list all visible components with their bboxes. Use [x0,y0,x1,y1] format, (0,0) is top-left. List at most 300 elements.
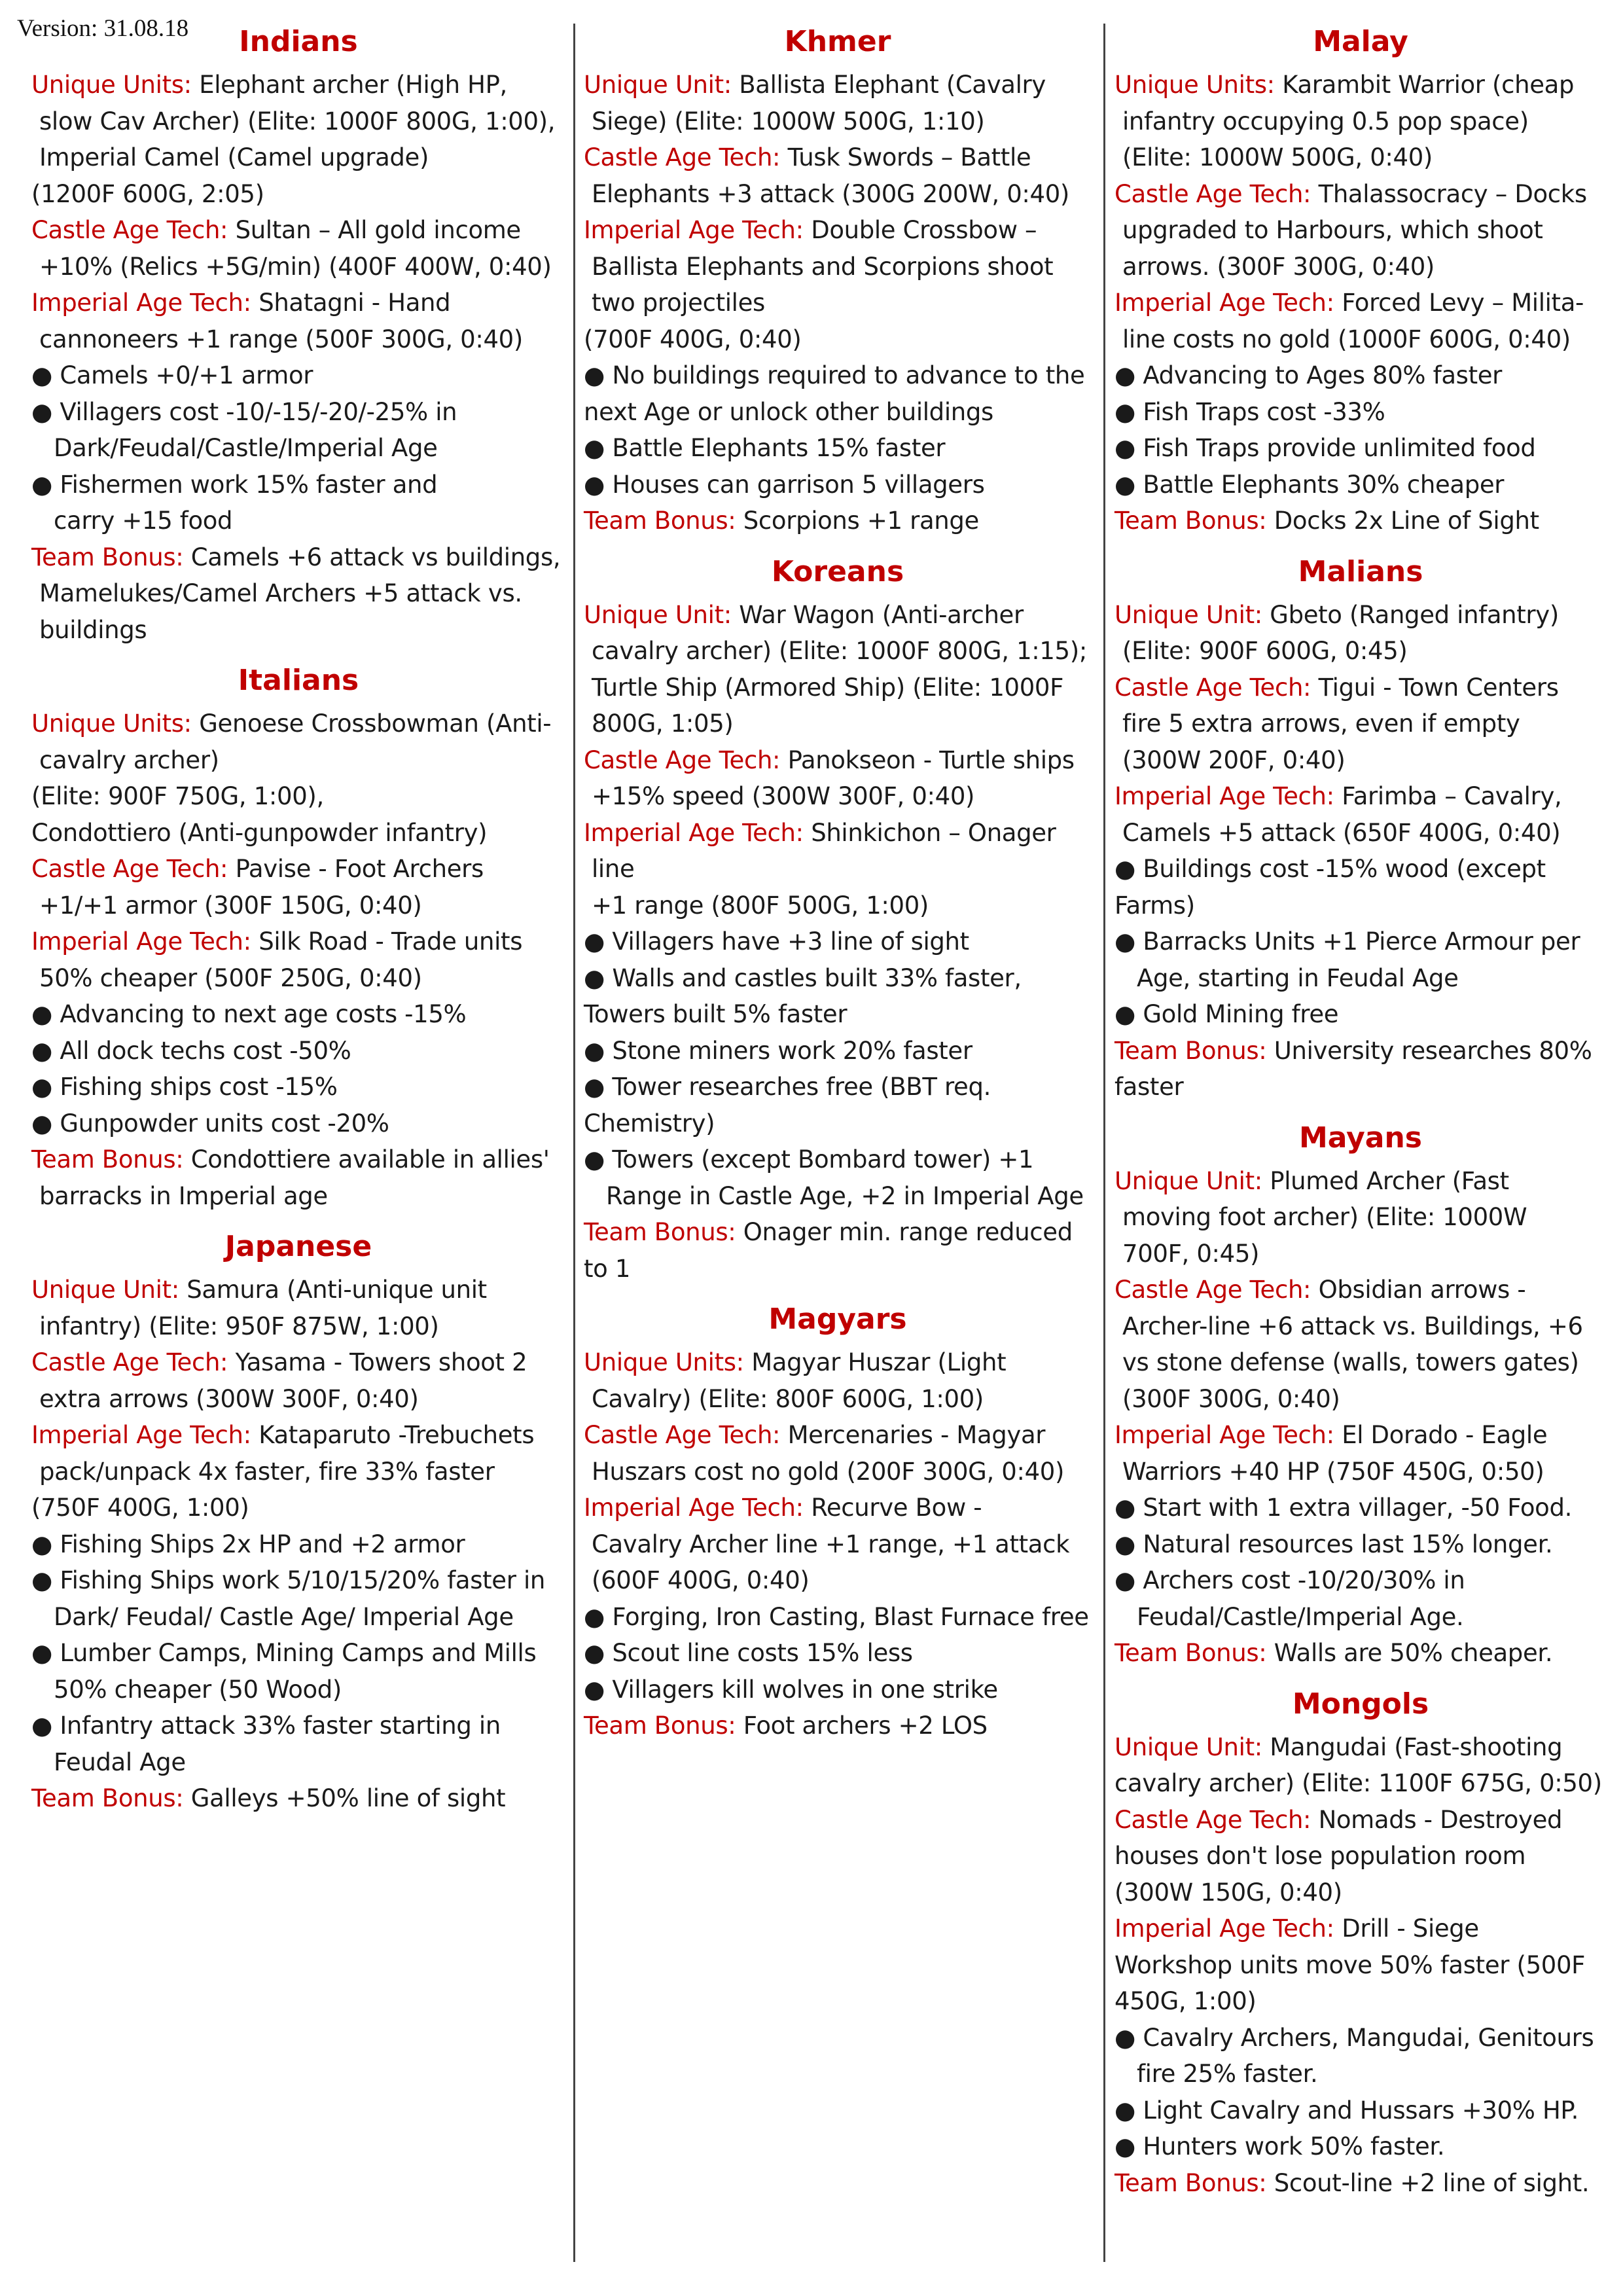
text-line [1115,1599,1607,1636]
category-label: Team Bonus: [31,1145,184,1174]
line-text: faster [1115,1073,1184,1101]
category-label: Unique Units: [31,709,192,738]
text-line [1115,1069,1607,1105]
text-line [584,321,1092,358]
line-text: Camels +6 attack vs buildings, [183,543,561,571]
text-line [1115,2020,1607,2056]
text-line [584,1214,1092,1251]
line-text: ● Advancing to next age costs -15% [31,1000,467,1028]
line-text: Magyar Huszar (Light [743,1348,1007,1376]
line-text: 700F, 0:45) [1122,1239,1260,1268]
category-label: Unique Unit: [1115,1166,1262,1195]
text-line [584,1417,1092,1454]
category-label: Team Bonus: [584,1712,736,1740]
text-line [31,924,565,960]
line-text: Siege) (Elite: 1000W 500G, 1:10) [592,107,985,135]
text-line [1115,888,1607,924]
line-text: Age, starting in Feudal Age [1137,963,1459,992]
civ-title: Malay [1313,25,1408,58]
line-text: Elephant archer (High HP, [191,71,507,99]
line-text: 50% cheaper (50 Wood) [54,1675,342,1704]
version-label: Version: 31.08.18 [17,15,189,42]
text-line [1115,67,1607,103]
text-line [1115,2128,1607,2165]
line-text: ● Scout line costs 15% less [584,1639,913,1667]
line-text: ● No buildings required to advance to the [584,361,1085,389]
civ-section-koreans [584,554,1092,1287]
text-line [31,1635,565,1672]
category-label: Imperial Age Tech: [1115,1421,1334,1449]
text-line [584,430,1092,467]
text-line [1115,2165,1607,2202]
line-text: Shatagni - Hand [251,289,451,317]
text-line [1115,467,1607,503]
line-text: ● Villagers kill wolves in one strike [584,1675,998,1704]
category-label: Team Bonus: [1115,507,1267,535]
line-text: ● Infantry attack 33% faster starting in [31,1712,501,1740]
text-line [1115,1635,1607,1672]
text-line [1115,996,1607,1033]
text-line [31,851,565,888]
category-label: Imperial Age Tech: [31,289,251,317]
category-label: Castle Age Tech: [31,216,228,244]
text-line [1115,1490,1607,1526]
line-text: Huszars cost no gold (200F 300G, 0:40) [592,1457,1065,1486]
text-line [1115,742,1607,779]
category-label: Castle Age Tech: [584,1421,781,1449]
line-text: El Dorado - Eagle [1334,1421,1548,1449]
line-text: Forced Levy – Milita- [1334,289,1584,317]
text-line [584,1672,1092,1708]
text-line [31,430,565,467]
text-line [584,1069,1092,1105]
civ-section-malay [1115,24,1607,539]
text-line [31,1069,565,1105]
text-line [1115,139,1607,176]
text-line [31,815,565,852]
category-label: Imperial Age Tech: [584,818,804,847]
category-label: Castle Age Tech: [31,855,228,883]
text-line [1115,249,1607,285]
text-line [584,670,1092,706]
line-text: Feudal Age [54,1748,186,1776]
text-line [31,321,565,358]
text-line [31,1417,565,1454]
category-label: Unique Unit: [1115,600,1262,629]
line-text: ● Forging, Iron Casting, Blast Furnace free [584,1602,1089,1631]
column-divider [1103,24,1105,2262]
column-middle [584,24,1092,1744]
line-text: Galleys +50% line of sight [183,1784,506,1812]
line-text: Farms) [1115,891,1195,920]
category-label: Imperial Age Tech: [584,1494,804,1522]
line-text: Genoese Crossbowman (Anti- [191,709,552,738]
text-line [1115,212,1607,249]
text-line [584,1381,1092,1418]
line-text: fire 5 extra arrows, even if empty [1122,709,1520,738]
text-line [31,1562,565,1599]
line-text: Tusk Swords – Battle [780,143,1031,171]
text-line [31,1381,565,1418]
line-text: ● Fishing ships cost -15% [31,1073,338,1101]
text-line [31,285,565,321]
line-text: Panokseon - Turtle ships [780,745,1075,774]
category-label: Imperial Age Tech: [1115,289,1334,317]
line-text: Workshop units move 50% faster (500F [1115,1950,1586,1979]
text-line [584,924,1092,960]
category-label: Unique Unit: [584,71,732,99]
text-line [584,1454,1092,1490]
category-label: Imperial Age Tech: [584,216,804,244]
civ-title: Magyars [768,1302,907,1336]
text-line [31,1672,565,1708]
line-text: extra arrows (300W 300F, 0:40) [39,1384,419,1413]
text-line [584,103,1092,140]
line-text: Karambit Warrior (cheap [1274,71,1575,99]
line-text: (Elite: 900F 750G, 1:00), [31,782,324,810]
line-text: cannoneers +1 range (500F 300G, 0:40) [39,325,523,353]
line-text: ● Advancing to Ages 80% faster [1115,361,1502,389]
category-label: Imperial Age Tech: [31,927,251,956]
text-line [1115,285,1607,321]
line-text: Foot archers +2 LOS [736,1712,988,1740]
text-line [31,888,565,924]
civ-title: Italians [238,664,359,697]
line-text: ● Villagers have +3 line of sight [584,927,969,956]
text-line [584,778,1092,815]
line-text: ● Camels +0/+1 armor [31,361,313,389]
text-line [1115,1526,1607,1563]
text-line [31,1780,565,1817]
category-label: Castle Age Tech: [584,143,781,171]
line-text: moving foot archer) (Elite: 1000W [1122,1203,1527,1231]
text-line [584,1490,1092,1526]
line-text: (300W 150G, 0:40) [1115,1878,1342,1907]
civ-section-italians [31,662,565,1214]
text-line [31,67,565,103]
column-right [1115,24,1607,2201]
column-left [31,24,565,1817]
text-line [1115,1947,1607,1984]
text-line [31,612,565,649]
category-label: Unique Unit: [584,600,732,629]
text-line [1115,430,1607,467]
line-text: Cavalry Archer line +1 range, +1 attack [592,1530,1070,1558]
line-text: barracks in Imperial age [39,1181,328,1210]
line-text: pack/unpack 4x faster, fire 33% faster [39,1457,495,1486]
line-text: ● Fish Traps provide unlimited food [1115,434,1536,462]
line-text: (300W 200F, 0:40) [1122,745,1346,774]
text-line [1115,1163,1607,1200]
civ-section-indians [31,24,565,648]
text-line [31,503,565,539]
line-text: 450G, 1:00) [1115,1987,1257,2015]
category-label: Castle Age Tech: [584,745,781,774]
category-label: Imperial Age Tech: [31,1421,251,1449]
text-line [584,1599,1092,1636]
category-label: Team Bonus: [584,507,736,535]
line-text: Double Crossbow – [803,216,1037,244]
text-line [1115,2056,1607,2092]
civ-title: Mayans [1298,1121,1422,1155]
line-text: Yasama - Towers shoot 2 [228,1348,527,1376]
text-line [31,357,565,394]
line-text: Kataparuto -Trebuchets [251,1421,535,1449]
line-text: next Age or unlock other buildings [584,397,993,426]
line-text: two projectiles [592,289,765,317]
line-text: Feudal/Castle/Imperial Age. [1137,1602,1464,1631]
line-text: ● Walls and castles built 33% faster, [584,963,1022,992]
line-text: Gbeto (Ranged infantry) [1262,600,1559,629]
text-line [31,1454,565,1490]
text-line [1115,851,1607,888]
text-line [1115,176,1607,213]
text-line [1115,1236,1607,1272]
line-text: Samura (Anti-unique unit [179,1276,487,1304]
text-line [584,212,1092,249]
text-line [1115,103,1607,140]
line-text: Scout-line +2 line of sight. [1266,2168,1590,2197]
civ-title: Japanese [224,1230,372,1263]
column-divider [573,24,575,2262]
text-line [31,1105,565,1142]
line-text: Onager min. range reduced [736,1218,1073,1246]
civ-title: Khmer [784,25,891,58]
line-text: line costs no gold (1000F 600G, 0:40) [1122,325,1571,353]
category-label: Unique Unit: [1115,1732,1262,1761]
text-line [31,1708,565,1744]
text-line [31,467,565,503]
text-line [31,139,565,176]
text-line [584,1708,1092,1744]
category-label: Castle Age Tech: [1115,1805,1311,1834]
text-line [1115,1983,1607,2020]
line-text: ● Cavalry Archers, Mangudai, Genitours [1115,2023,1594,2052]
text-line [584,1251,1092,1287]
text-line [31,1490,565,1526]
civ-title: Indians [239,25,358,58]
text-line [584,597,1092,634]
civ-title: Koreans [771,554,904,588]
text-line [1115,1381,1607,1418]
text-line [1115,815,1607,852]
line-text: Dark/ Feudal/ Castle Age/ Imperial Age [54,1602,514,1631]
text-line [584,888,1092,924]
line-text: Recurve Bow - [803,1494,982,1522]
text-line [584,394,1092,431]
line-text: ● Hunters work 50% faster. [1115,2132,1445,2161]
line-text: to 1 [584,1254,631,1283]
category-label: Team Bonus: [584,1218,736,1246]
line-text: (600F 400G, 0:40) [592,1566,810,1594]
text-line [1115,924,1607,960]
line-text: Turtle Ship (Armored Ship) (Elite: 1000F [592,673,1064,702]
text-line [31,706,565,742]
text-line [584,1344,1092,1381]
line-text: (Elite: 900F 600G, 0:45) [1122,637,1408,665]
line-text: War Wagon (Anti-archer [731,600,1024,629]
text-line [1115,1765,1607,1802]
text-line [584,960,1092,997]
line-text: 800G, 1:05) [592,709,734,738]
civ-section-malians [1115,554,1607,1105]
line-text: cavalry archer) (Elite: 1000F 800G, 1:15); [592,637,1087,665]
line-text: Archer-line +6 attack vs. Buildings, +6 [1122,1312,1583,1340]
text-line [584,139,1092,176]
civ-section-mongols [1115,1686,1607,2202]
text-line [584,285,1092,321]
civ-section-japanese [31,1229,565,1817]
line-text: Obsidian arrows - [1311,1276,1526,1304]
line-text: slow Cav Archer) (Elite: 1000F 800G, 1:00), [39,107,556,135]
civ-section-khmer [584,24,1092,539]
text-line [1115,597,1607,634]
line-text: ● Gold Mining free [1115,1000,1339,1028]
line-text: ● Fishing Ships 2x HP and +2 armor [31,1530,465,1558]
text-line [1115,1910,1607,1947]
line-text: Pavise - Foot Archers [228,855,484,883]
line-text: Condottiero (Anti-gunpowder infantry) [31,818,488,847]
text-line [31,742,565,779]
text-line [31,1744,565,1781]
text-line [31,249,565,285]
text-line [1115,1033,1607,1069]
text-line [1115,706,1607,742]
text-line [31,575,565,612]
line-text: ● Start with 1 extra villager, -50 Food. [1115,1494,1572,1522]
text-line [31,103,565,140]
text-line [584,1635,1092,1672]
line-text: +15% speed (300W 300F, 0:40) [592,782,975,810]
line-text: Ballista Elephants and Scorpions shoot [592,252,1054,281]
line-text: Plumed Archer (Fast [1262,1166,1509,1195]
text-line [584,467,1092,503]
text-line [1115,1838,1607,1874]
line-text: Chemistry) [584,1109,715,1138]
line-text: Cavalry) (Elite: 800F 600G, 1:00) [592,1384,984,1413]
text-line [1115,2092,1607,2129]
text-line [1115,670,1607,706]
line-text: fire 25% faster. [1137,2060,1318,2088]
line-text: ● Fishing Ships work 5/10/15/20% faster in [31,1566,546,1594]
line-text: +1 range (800F 500G, 1:00) [592,891,929,920]
category-label: Unique Units: [584,1348,744,1376]
line-text: Nomads - Destroyed [1311,1805,1563,1834]
line-text: Mangudai (Fast-shooting [1262,1732,1563,1761]
text-line [31,778,565,815]
line-text: (700F 400G, 0:40) [584,325,802,353]
text-line [584,503,1092,539]
line-text: ● Barracks Units +1 Pierce Armour per [1115,927,1580,956]
line-text: Warriors +40 HP (750F 450G, 0:50) [1122,1457,1544,1486]
text-line [31,1308,565,1345]
category-label: Team Bonus: [31,543,184,571]
line-text: (1200F 600G, 2:05) [31,179,264,208]
category-label: Team Bonus: [31,1784,184,1812]
line-text: Camels +5 attack (650F 400G, 0:40) [1122,818,1561,847]
text-line [584,249,1092,285]
text-line [1115,1344,1607,1381]
category-label: Castle Age Tech: [1115,1276,1311,1304]
text-line [584,1141,1092,1178]
text-line [31,539,565,576]
category-label: Castle Age Tech: [31,1348,228,1376]
line-text: Walls are 50% cheaper. [1266,1639,1553,1667]
text-line [31,212,565,249]
line-text: upgraded to Harbours, which shoot [1122,216,1543,244]
line-text: Shinkichon – Onager [803,818,1056,847]
line-text: ● Stone miners work 20% faster [584,1036,972,1065]
line-text: Mamelukes/Camel Archers +5 attack vs. [39,579,522,607]
line-text: Mercenaries - Magyar [780,1421,1046,1449]
line-text: ● Buildings cost -15% wood (except [1115,855,1546,883]
line-text: cavalry archer) (Elite: 1100F 675G, 0:50) [1115,1769,1602,1797]
line-text: ● Tower researches free (BBT req. [584,1073,991,1101]
line-text: (Elite: 1000W 500G, 0:40) [1122,143,1433,171]
text-line [584,1105,1092,1142]
text-line [1115,633,1607,670]
text-line [1115,1454,1607,1490]
category-label: Imperial Age Tech: [1115,1914,1334,1943]
text-line [584,1526,1092,1563]
line-text: Drill - Siege [1334,1914,1479,1943]
text-line [584,1033,1092,1069]
text-line [1115,1802,1607,1839]
text-line [31,1344,565,1381]
line-text: ● Light Cavalry and Hussars +30% HP. [1115,2096,1579,2125]
category-label: Unique Units: [1115,71,1275,99]
line-text: ● Natural resources last 15% longer. [1115,1530,1553,1558]
line-text: ● Battle Elephants 15% faster [584,434,946,462]
text-line [584,357,1092,394]
line-text: houses don't lose population room [1115,1842,1526,1870]
line-text: Silk Road - Trade units [251,927,523,956]
line-text: arrows. (300F 300G, 0:40) [1122,252,1435,281]
line-text: Sultan – All gold income [228,216,521,244]
text-line [1115,394,1607,431]
line-text: ● Gunpowder units cost -20% [31,1109,389,1138]
text-line [1115,1199,1607,1236]
text-line [31,394,565,431]
line-text: cavalry archer) [39,745,219,774]
line-text: Farimba – Cavalry, [1334,782,1562,810]
text-line [1115,778,1607,815]
line-text: line [592,855,635,883]
line-text: vs stone defense (walls, towers gates) [1122,1348,1579,1376]
line-text: Scorpions +1 range [736,507,979,535]
line-text: (300F 300G, 0:40) [1122,1384,1340,1413]
category-label: Unique Unit: [31,1276,179,1304]
category-label: Castle Age Tech: [1115,673,1311,702]
line-text: Towers built 5% faster [584,1000,847,1028]
line-text: infantry occupying 0.5 pop space) [1122,107,1529,135]
line-text: ● Fishermen work 15% faster and [31,470,438,499]
line-text: Range in Castle Age, +2 in Imperial Age [606,1181,1084,1210]
line-text: carry +15 food [54,507,233,535]
text-line [1115,960,1607,997]
line-text: +10% (Relics +5G/min) (400F 400W, 0:40) [39,252,552,281]
line-text: Thalassocracy – Docks [1311,179,1587,208]
text-line [31,1272,565,1308]
text-line [1115,1729,1607,1766]
text-line [31,1141,565,1178]
line-text: 50% cheaper (500F 250G, 0:40) [39,963,422,992]
line-text: Dark/Feudal/Castle/Imperial Age [54,434,438,462]
category-label: Castle Age Tech: [1115,179,1311,208]
text-line [31,176,565,213]
line-text: buildings [39,615,147,644]
line-text: ● Archers cost -10/20/30% in [1115,1566,1465,1594]
